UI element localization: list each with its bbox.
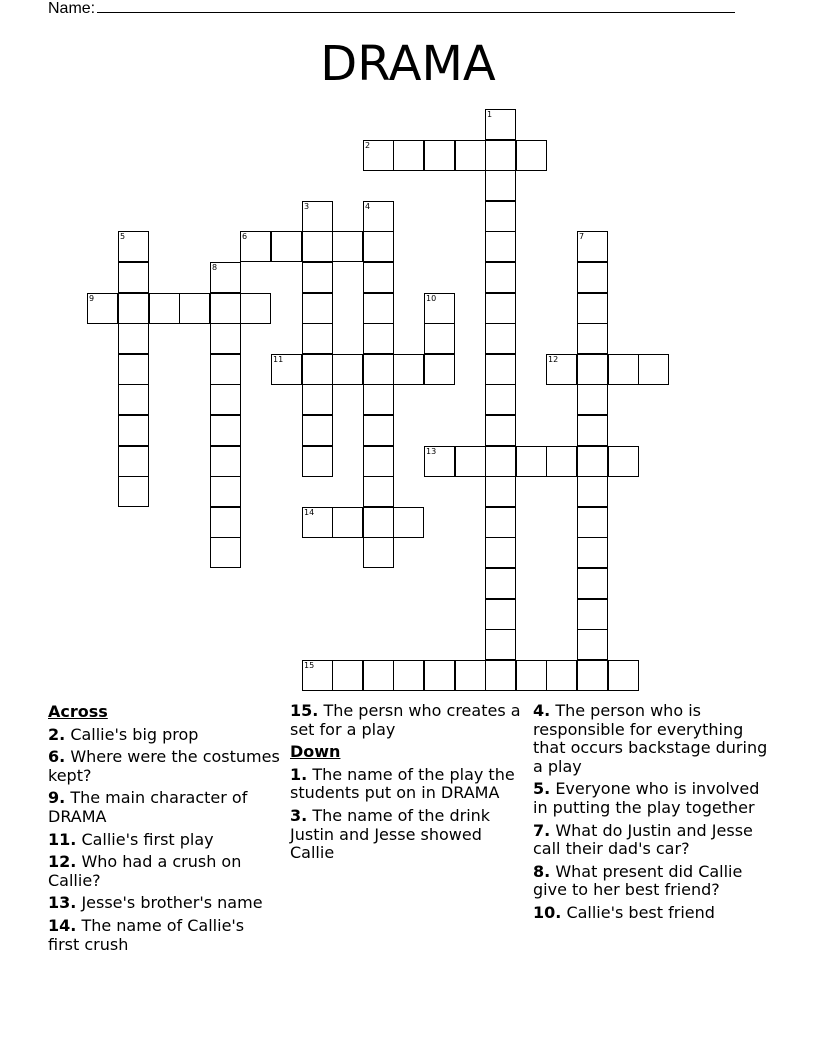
grid-cell[interactable] [485, 323, 516, 354]
page-title: DRAMA [320, 36, 496, 92]
cell-number: 7 [579, 232, 585, 241]
grid-cell[interactable] [608, 354, 639, 385]
clue-across-13: 13. Jesse's brother's name [48, 893, 263, 913]
grid-cell[interactable] [455, 140, 486, 171]
grid-cell[interactable] [577, 262, 608, 293]
grid-cell[interactable] [485, 660, 516, 691]
grid-cell[interactable] [577, 476, 608, 507]
grid-cell[interactable] [393, 660, 424, 691]
grid-cell[interactable] [302, 446, 333, 477]
grid-cell[interactable] [118, 231, 149, 262]
grid-cell[interactable] [302, 201, 333, 232]
grid-cell[interactable] [118, 354, 149, 385]
grid-cell[interactable] [577, 660, 608, 691]
grid-cell[interactable] [485, 109, 516, 140]
clue-across-12: 12. Who had a crush on Callie? [48, 852, 242, 890]
grid-cell[interactable] [332, 354, 363, 385]
grid-cell[interactable] [608, 446, 639, 477]
grid-cell[interactable] [302, 354, 333, 385]
grid-cell[interactable] [363, 262, 394, 293]
cell-number: 3 [304, 202, 310, 211]
grid-cell[interactable] [302, 262, 333, 293]
cell-number: 14 [304, 508, 315, 517]
grid-cell[interactable] [210, 323, 241, 354]
grid-cell[interactable] [455, 446, 486, 477]
grid-cell[interactable] [577, 507, 608, 538]
grid-cell[interactable] [363, 354, 394, 385]
grid-cell[interactable] [118, 323, 149, 354]
grid-cell[interactable] [485, 262, 516, 293]
clues-column-2 [290, 702, 522, 867]
clue-down-5: 5. Everyone who is involved in putting the play together [533, 779, 760, 817]
grid-cell[interactable] [393, 354, 424, 385]
grid-cell[interactable] [485, 537, 516, 568]
grid-cell[interactable] [302, 231, 333, 262]
grid-cell[interactable] [485, 599, 516, 630]
grid-cell[interactable] [485, 384, 516, 415]
grid-cell[interactable] [424, 323, 455, 354]
grid-cell[interactable] [363, 660, 394, 691]
clue-down-1: 1. The name of the play the students put on in DRAMA [290, 764, 515, 803]
grid-cell[interactable] [577, 323, 608, 354]
grid-cell[interactable] [302, 323, 333, 354]
grid-cell[interactable] [332, 660, 363, 691]
grid-cell[interactable] [302, 293, 333, 324]
down-heading: Down [290, 742, 341, 762]
grid-cell[interactable] [210, 293, 241, 324]
cell-number: 11 [273, 355, 284, 364]
grid-cell[interactable] [363, 231, 394, 262]
cell-number: 13 [426, 447, 437, 456]
grid-cell[interactable] [485, 568, 516, 599]
grid-cell[interactable] [424, 446, 455, 477]
grid-cell[interactable] [516, 140, 547, 171]
grid-cell[interactable] [485, 476, 516, 507]
grid-cell[interactable] [363, 507, 394, 538]
grid-cell[interactable] [118, 415, 149, 446]
grid-cell[interactable] [210, 384, 241, 415]
grid-cell[interactable] [302, 660, 333, 691]
grid-cell[interactable] [118, 262, 149, 293]
clues-column-3 [533, 702, 773, 927]
grid-cell[interactable] [363, 293, 394, 324]
clue-down-10: 10. Callie's best friend [533, 902, 715, 922]
grid-cell[interactable] [577, 293, 608, 324]
grid-cell[interactable] [577, 231, 608, 262]
grid-cell[interactable] [363, 446, 394, 477]
grid-cell[interactable] [240, 231, 271, 262]
clue-down-4: 4. The person who is responsible for everything that occurs backstage during a play [533, 701, 768, 776]
clue-across-9: 9. The main character of DRAMA [48, 788, 248, 826]
grid-cell[interactable] [179, 293, 210, 324]
cell-number: 2 [365, 141, 371, 150]
grid-cell[interactable] [577, 354, 608, 385]
clue-down-7: 7. What do Justin and Jesse call their dad's car? [533, 820, 753, 859]
grid-cell[interactable] [516, 660, 547, 691]
grid-cell[interactable] [363, 415, 394, 446]
grid-cell[interactable] [485, 140, 516, 171]
grid-cell[interactable] [424, 354, 455, 385]
clue-across-15: 15. The persn who creates a set for a play [290, 701, 521, 739]
grid-cell[interactable] [546, 354, 577, 385]
grid-cell[interactable] [424, 293, 455, 324]
grid-cell[interactable] [608, 660, 639, 691]
grid-cell[interactable] [485, 446, 516, 477]
name-label: Name: [48, 0, 96, 17]
clues-column-1 [48, 702, 280, 958]
grid-cell[interactable] [485, 629, 516, 660]
grid-cell[interactable] [210, 262, 241, 293]
grid-cell[interactable] [363, 476, 394, 507]
grid-cell[interactable] [363, 537, 394, 568]
clue-across-6: 6. Where were the costumes kept? [48, 747, 280, 785]
cell-number: 10 [426, 294, 437, 303]
grid-cell[interactable] [546, 660, 577, 691]
cell-number: 4 [365, 202, 371, 211]
grid-cell[interactable] [271, 354, 302, 385]
grid-cell[interactable] [546, 446, 577, 477]
grid-cell[interactable] [485, 293, 516, 324]
grid-cell[interactable] [210, 415, 241, 446]
grid-cell[interactable] [485, 201, 516, 232]
grid-cell[interactable] [424, 140, 455, 171]
cell-number: 6 [242, 232, 248, 241]
clue-across-2: 2. Callie's big prop [48, 724, 199, 744]
grid-cell[interactable] [485, 415, 516, 446]
cell-number: 5 [120, 232, 126, 241]
grid-cell[interactable] [393, 140, 424, 171]
grid-cell[interactable] [240, 293, 271, 324]
grid-cell[interactable] [455, 660, 486, 691]
grid-cell[interactable] [577, 537, 608, 568]
grid-cell[interactable] [118, 476, 149, 507]
cell-number: 15 [304, 661, 315, 670]
grid-cell[interactable] [424, 660, 455, 691]
clue-down-3: 3. The name of the drink Justin and Jesse showed Callie [290, 805, 491, 863]
grid-cell[interactable] [485, 231, 516, 262]
grid-cell[interactable] [149, 293, 180, 324]
across-heading: Across [48, 702, 108, 721]
grid-cell[interactable] [118, 446, 149, 477]
grid-cell[interactable] [118, 293, 149, 324]
grid-cell[interactable] [332, 507, 363, 538]
clue-across-14: 14. The name of Callie's first crush [48, 915, 245, 954]
cell-number: 12 [548, 355, 559, 364]
grid-cell[interactable] [393, 507, 424, 538]
grid-cell[interactable] [577, 446, 608, 477]
clue-across-11: 11. Callie's first play [48, 829, 214, 849]
grid-cell[interactable] [577, 629, 608, 660]
grid-cell[interactable] [302, 415, 333, 446]
grid-cell[interactable] [638, 354, 669, 385]
grid-cell[interactable] [210, 354, 241, 385]
cell-number: 8 [212, 263, 218, 272]
grid-cell[interactable] [87, 293, 118, 324]
grid-cell[interactable] [210, 507, 241, 538]
cell-number: 1 [487, 110, 493, 119]
grid-cell[interactable] [363, 201, 394, 232]
grid-cell[interactable] [363, 384, 394, 415]
grid-cell[interactable] [577, 568, 608, 599]
grid-cell[interactable] [271, 231, 302, 262]
grid-cell[interactable] [516, 446, 547, 477]
clue-down-8: 8. What present did Callie give to her best friend? [533, 861, 743, 900]
grid-cell[interactable] [577, 599, 608, 630]
grid-cell[interactable] [577, 384, 608, 415]
cell-number: 9 [89, 294, 95, 303]
grid-cell[interactable] [210, 446, 241, 477]
grid-cell[interactable] [302, 384, 333, 415]
grid-cell[interactable] [363, 323, 394, 354]
grid-cell[interactable] [577, 415, 608, 446]
grid-cell[interactable] [332, 231, 363, 262]
grid-cell[interactable] [118, 384, 149, 415]
grid-cell[interactable] [210, 537, 241, 568]
grid-cell[interactable] [363, 140, 394, 171]
grid-cell[interactable] [302, 507, 333, 538]
grid-cell[interactable] [485, 170, 516, 201]
grid-cell[interactable] [485, 354, 516, 385]
grid-cell[interactable] [485, 507, 516, 538]
grid-cell[interactable] [210, 476, 241, 507]
